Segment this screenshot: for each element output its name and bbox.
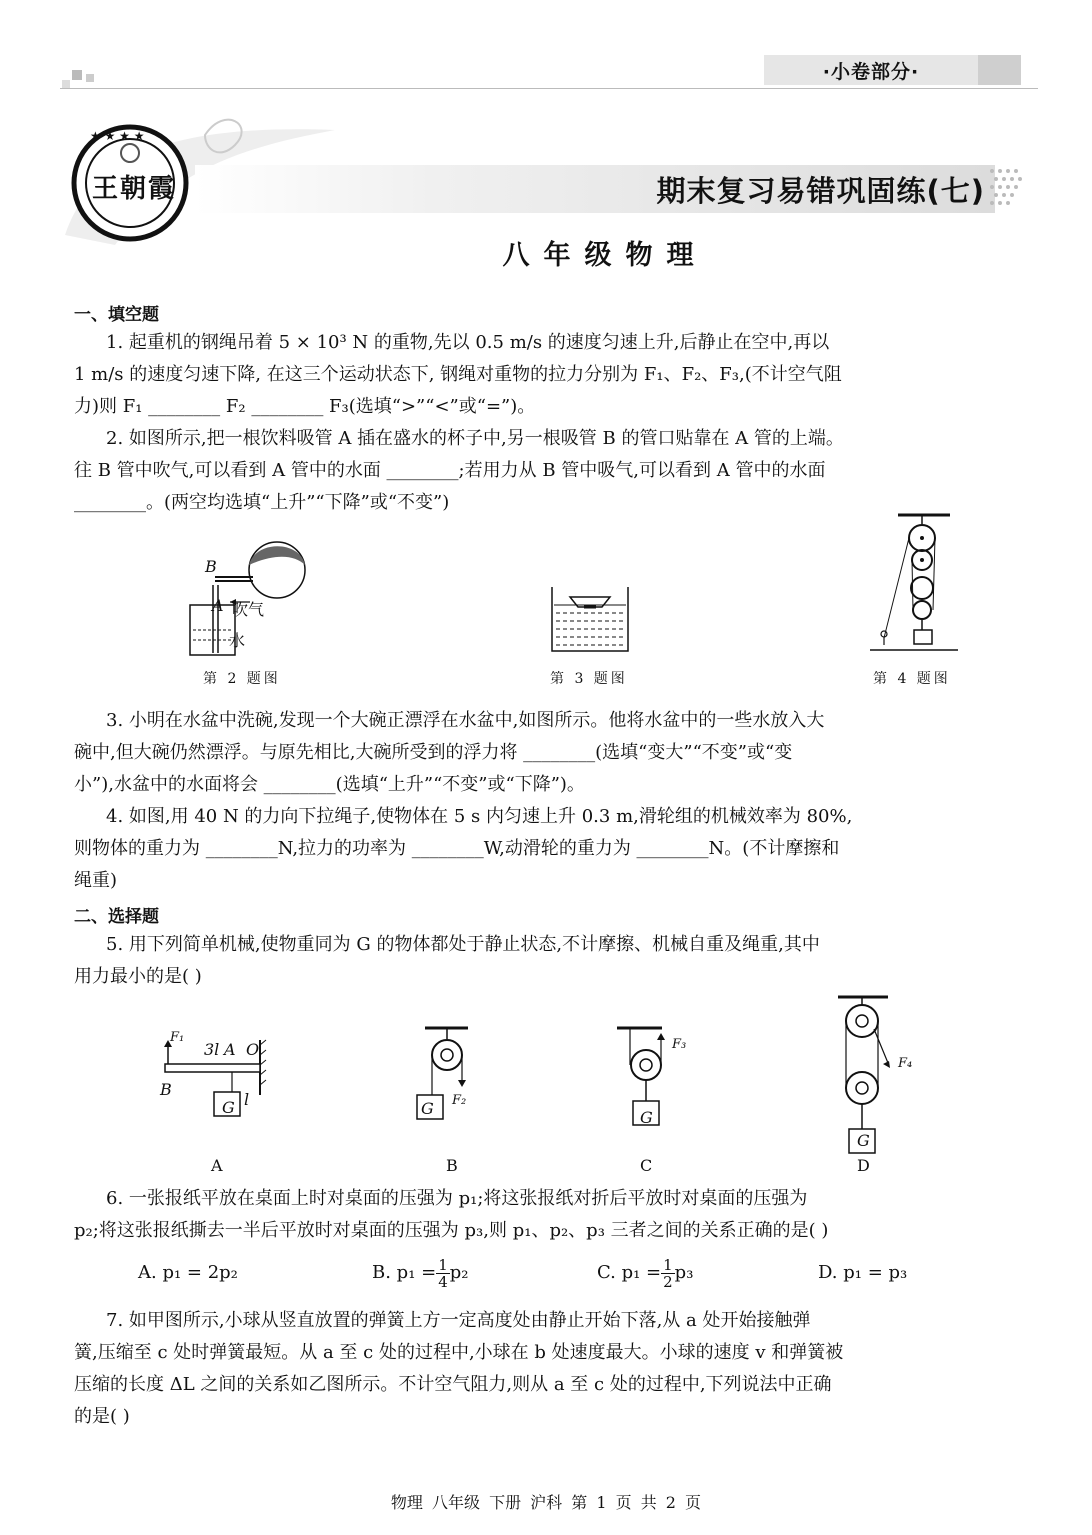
section-tag: ·小卷部分· bbox=[764, 55, 978, 85]
fig5c-F: F₃ bbox=[672, 1037, 687, 1052]
fig5c-option-label: C bbox=[640, 1156, 653, 1175]
fig5a-O: O bbox=[246, 1040, 260, 1059]
fig3-caption: 第 3 题图 bbox=[550, 671, 628, 687]
q6-option-c-suffix: p₃ bbox=[674, 1262, 694, 1283]
q4-line2: 则物体的重力为 ________N,拉力的功率为 ________W,动滑轮的重力为 ________N。(不计摩擦和 bbox=[74, 838, 840, 859]
q4-line3: 绳重) bbox=[74, 870, 118, 891]
frac-numerator: 1 bbox=[438, 1255, 448, 1274]
q3-line3: 小”),水盆中的水面将会 ________(选填“上升”“不变”或“下降”)。 bbox=[74, 774, 585, 795]
q6-option-c-prefix: C. p₁ = bbox=[597, 1262, 662, 1283]
fig5b-F: F₂ bbox=[452, 1093, 467, 1108]
page-subtitle: 八年级物理 bbox=[502, 240, 708, 271]
section-heading-choice: 二、选择题 bbox=[74, 907, 159, 927]
fig5d-option-label: D bbox=[857, 1156, 870, 1175]
page-title: 期末复习易错巩固练(七) bbox=[656, 173, 985, 208]
q6-line2: p₂;将这张报纸撕去一半后平放时对桌面的压强为 p₃,则 p₁、p₂、p₃ 三者之间的关系正确的是( ) bbox=[74, 1220, 829, 1241]
q2-line1: 2. 如图所示,把一根饮料吸管 A 插在盛水的杯子中,另一根吸管 B 的管口贴靠在 A 管的上端。 bbox=[106, 428, 844, 449]
q3-line1: 3. 小明在水盆中洗碗,发现一个大碗正漂浮在水盆中,如图所示。他将水盆中的一些水放入大 bbox=[106, 710, 825, 731]
q7-line2: 簧,压缩至 c 处时弹簧最短。从 a 至 c 处的过程中,小球在 b 处速度最大。小球的速度 v 和弹簧被 bbox=[74, 1342, 844, 1363]
q6-line1: 6. 一张报纸平放在桌面上时对桌面的压强为 p₁;将这张报纸对折后平放时对桌面的压强为 bbox=[106, 1188, 808, 1209]
q7-line3: 压缩的长度 ΔL 之间的关系如乙图所示。不计空气阻力,则从 a 至 c 处的过程中,下列说法中正确 bbox=[74, 1374, 832, 1395]
section-heading-fill: 一、填空题 bbox=[74, 305, 159, 325]
page-footer: 物理 八年级 下册 沪科 第 1 页 共 2 页 bbox=[390, 1493, 702, 1512]
logo-text: 王朝霞 bbox=[92, 174, 177, 204]
q2-line2: 往 B 管中吹气,可以看到 A 管中的水面 ________;若用力从 B 管中吸气,可以看到 A 管中的水面 bbox=[74, 460, 826, 481]
fig5d-F: F₄ bbox=[898, 1056, 913, 1071]
fig5a-l: l bbox=[244, 1090, 250, 1109]
fig5a-option-label: A bbox=[211, 1156, 223, 1175]
frac-denominator: 4 bbox=[438, 1272, 448, 1291]
decor-square bbox=[86, 74, 94, 82]
frac-numerator: 1 bbox=[663, 1255, 673, 1274]
q5-line2: 用力最小的是( ) bbox=[74, 966, 202, 987]
q7-line1: 7. 如甲图所示,小球从竖直放置的弹簧上方一定高度处由静止开始下落,从 a 处开始接触弹 bbox=[106, 1310, 811, 1331]
q4-line1: 4. 如图,用 40 N 的力向下拉绳子,使物体在 5 s 内匀速上升 0.3 m,滑轮组的机械效率为 80%, bbox=[106, 806, 853, 827]
decor-square bbox=[62, 80, 70, 88]
q6-option-d: D. p₁ = p₃ bbox=[818, 1262, 908, 1283]
q6-option-c bbox=[597, 1248, 693, 1298]
fig5a-B: B bbox=[160, 1080, 172, 1099]
fig5a-G: G bbox=[222, 1098, 235, 1117]
q6-option-b bbox=[372, 1248, 469, 1298]
q6-option-a: A. p₁ = 2p₂ bbox=[138, 1262, 238, 1283]
q7-line4: 的是( ) bbox=[74, 1406, 130, 1427]
q2-line3: ________。(两空均选填“上升”“下降”或“不变”) bbox=[74, 492, 450, 513]
q1-line1: 1. 起重机的钢绳吊着 5 × 10³ N 的重物,先以 0.5 m/s 的速度匀速上升,后静止在空中,再以 bbox=[106, 332, 830, 353]
q6-option-b-suffix: p₂ bbox=[449, 1262, 469, 1283]
q6-option-b-fraction bbox=[436, 1257, 450, 1290]
section-tag-block bbox=[978, 55, 1021, 85]
fig2-label-B: B bbox=[205, 557, 217, 576]
fig5b-G: G bbox=[421, 1099, 434, 1118]
frac-denominator: 2 bbox=[663, 1272, 673, 1291]
fig2-label-water: 水 bbox=[229, 631, 246, 650]
fig5c-G: G bbox=[640, 1108, 653, 1127]
fig5b-option-label: B bbox=[446, 1156, 458, 1175]
q3-line2: 碗中,但大碗仍然漂浮。与原先相比,大碗所受到的浮力将 ________(选填“变大”“不变”或“变 bbox=[74, 742, 793, 763]
q6-option-b-prefix: B. p₁ = bbox=[372, 1262, 437, 1283]
fig2-label-A: A bbox=[212, 596, 224, 615]
header-rule bbox=[60, 88, 1038, 89]
figure-4-pulley bbox=[870, 510, 960, 660]
decor-square bbox=[72, 70, 82, 80]
fig5a-F: F₁ bbox=[170, 1030, 185, 1045]
figure-5d-pulley bbox=[830, 993, 913, 1158]
fig5d-G: G bbox=[857, 1131, 870, 1150]
fig5a-A: A bbox=[224, 1040, 236, 1059]
svg-text:★ ★ ★ ★: ★ ★ ★ ★ bbox=[90, 129, 145, 143]
fig4-caption: 第 4 题图 bbox=[873, 671, 951, 687]
figure-3-bowl bbox=[548, 585, 632, 655]
fig5a-len: 3l bbox=[204, 1040, 220, 1059]
q1-line2: 1 m/s 的速度匀速下降, 在这三个运动状态下, 钢绳对重物的拉力分别为 F₁、F₂、F₃,(不计空气阻 bbox=[74, 364, 842, 385]
fig2-caption: 第 2 题图 bbox=[203, 671, 281, 687]
fig2-label-blow: 吹气 bbox=[232, 600, 265, 619]
q1-line3: 力)则 F₁ ________ F₂ ________ F₃(选填“>”“<”或“=”)。 bbox=[74, 396, 536, 417]
q5-line1: 5. 用下列简单机械,使物重同为 G 的物体都处于静止状态,不计摩擦、机械自重及绳重,其中 bbox=[106, 934, 820, 955]
q6-option-c-fraction bbox=[661, 1257, 675, 1290]
